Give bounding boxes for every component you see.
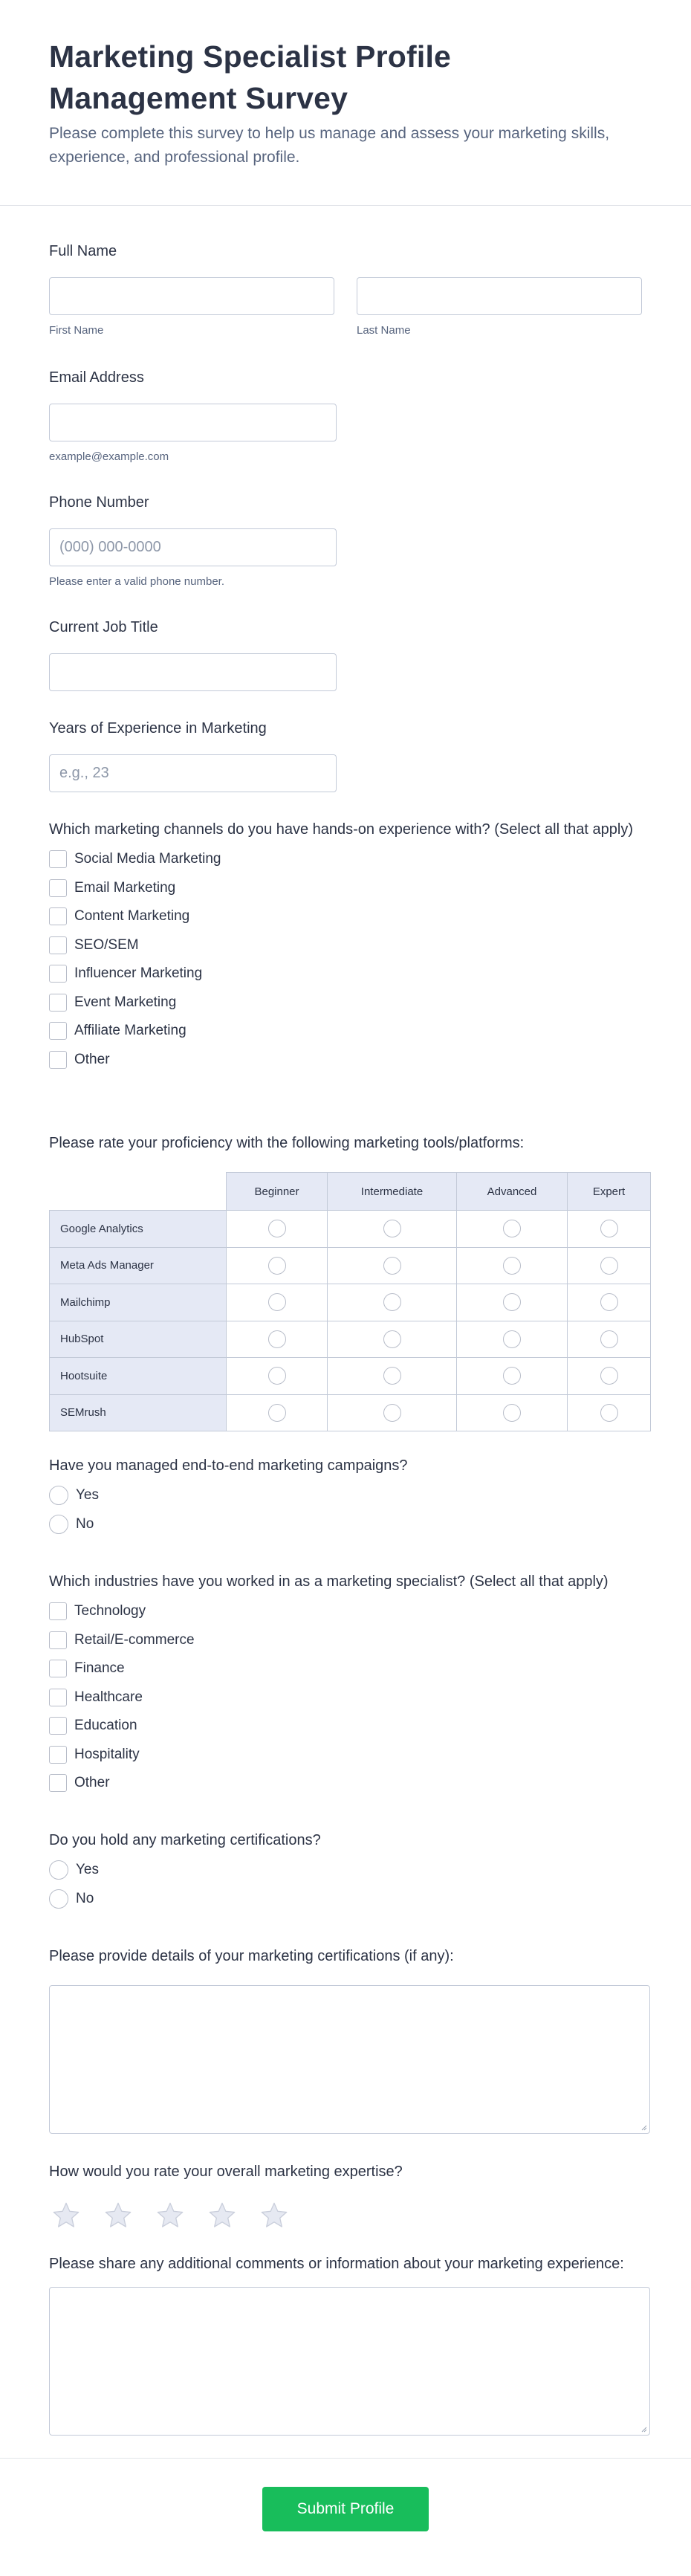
industry-option[interactable] [49,1712,642,1741]
channel-option[interactable] [49,845,642,874]
option-label: Yes [76,1862,99,1878]
campaigns-option-no[interactable] [49,1510,642,1539]
industry-option[interactable] [49,1654,642,1683]
checkbox[interactable] [49,1774,67,1792]
radio[interactable] [49,1486,68,1505]
full-name-label: Full Name [49,243,117,259]
channels-label: Which marketing channels do you have hands-on experience with? (Select all that apply) [49,821,633,838]
star-icon[interactable] [155,2201,186,2230]
matrix-header-row [50,1173,651,1211]
option-label: Yes [76,1487,99,1504]
industry-option[interactable] [49,1769,642,1798]
matrix-row [50,1358,651,1395]
experience-placeholder: e.g., 23 [59,765,109,781]
cert-details-textarea[interactable] [49,1985,650,2134]
last-name-input[interactable] [357,277,642,315]
job-title-input[interactable] [49,653,337,691]
matrix-column-header: Intermediate [328,1173,457,1211]
matrix-radio[interactable] [383,1367,401,1385]
industry-option[interactable] [49,1626,642,1655]
matrix-radio[interactable] [600,1367,618,1385]
full-name-question [49,242,642,368]
star-icon[interactable] [103,2201,134,2230]
option-label: Hospitality [74,1746,140,1762]
matrix-column-header: Advanced [457,1173,568,1211]
matrix-radio[interactable] [268,1293,286,1311]
star-icon[interactable] [259,2201,290,2230]
certifications-option-no[interactable] [49,1885,642,1914]
option-label: Event Marketing [74,994,177,1010]
industries-question [49,1572,642,1831]
proficiency-question [49,1133,642,1456]
page-description: Please complete this survey to help us manage and assess your marketing skills, experience, and professional profile. [49,125,610,166]
matrix-radio[interactable] [383,1293,401,1311]
matrix-radio[interactable] [268,1257,286,1275]
job-title-label: Current Job Title [49,619,158,635]
industry-option[interactable] [49,1741,642,1770]
option-label: Retail/E-commerce [74,1631,195,1648]
cert-details-question [49,1946,642,2162]
first-name-sublabel: First Name [49,324,104,337]
campaigns-question [49,1456,642,1572]
comments-question [49,2254,642,2436]
phone-sublabel: Please enter a valid phone number. [49,575,224,588]
matrix-radio[interactable] [600,1404,618,1422]
matrix-radio[interactable] [600,1257,618,1275]
radio[interactable] [49,1515,68,1534]
checkbox[interactable] [49,879,67,897]
matrix-radio[interactable] [503,1367,521,1385]
option-label: Education [74,1718,137,1734]
comments-label: Please share any additional comments or information about your marketing experience: [49,2256,624,2272]
checkbox[interactable] [49,1689,67,1706]
survey-form [0,206,691,2436]
experience-input[interactable] [49,754,337,792]
star-icon[interactable] [207,2201,238,2230]
matrix-radio[interactable] [503,1404,521,1422]
matrix-radio[interactable] [268,1404,286,1422]
job-title-question [49,618,642,719]
radio[interactable] [49,1860,68,1880]
matrix-row [50,1211,651,1248]
option-label: Content Marketing [74,908,190,925]
email-label: Email Address [49,369,144,386]
matrix-radio[interactable] [383,1330,401,1348]
industry-option[interactable] [49,1597,642,1626]
page-title: Marketing Specialist Profile Management Survey [49,39,452,115]
option-label: Healthcare [74,1689,143,1705]
matrix-radio[interactable] [268,1220,286,1237]
phone-input[interactable] [49,528,337,566]
checkbox[interactable] [49,1022,67,1040]
matrix-row [50,1247,651,1284]
phone-placeholder: (000) 000-0000 [59,539,161,555]
option-label: Technology [74,1603,146,1619]
last-name-sublabel: Last Name [357,324,411,337]
checkbox[interactable] [49,965,67,983]
matrix-radio[interactable] [600,1330,618,1348]
matrix-radio[interactable] [383,1257,401,1275]
checkbox[interactable] [49,936,67,954]
certifications-label: Do you hold any marketing certifications? [49,1832,321,1848]
first-name-input[interactable] [49,277,334,315]
option-label: No [76,1890,94,1906]
form-footer [0,2458,691,2556]
matrix-column-header: Expert [568,1173,651,1211]
checkbox[interactable] [49,907,67,925]
matrix-radio[interactable] [268,1330,286,1348]
matrix-radio[interactable] [383,1220,401,1237]
checkbox[interactable] [49,850,67,868]
comments-textarea[interactable] [49,2287,650,2436]
matrix-radio[interactable] [503,1330,521,1348]
option-label: Other [74,1775,110,1791]
matrix-row-label: Google Analytics [50,1211,227,1248]
matrix-row-label: SEMrush [50,1394,227,1431]
checkbox[interactable] [49,1602,67,1620]
matrix-radio[interactable] [503,1257,521,1275]
channels-question [49,820,642,1133]
channel-option[interactable] [49,959,642,988]
certifications-option-yes[interactable] [49,1856,642,1885]
matrix-column-header: Beginner [227,1173,328,1211]
checkbox[interactable] [49,1051,67,1069]
phone-question [49,493,642,618]
matrix-corner [50,1173,227,1211]
option-label: Other [74,1051,110,1067]
matrix-row-label: HubSpot [50,1321,227,1358]
radio[interactable] [49,1889,68,1909]
submit-button[interactable]: Submit Profile [262,2487,429,2531]
matrix-row-label: Meta Ads Manager [50,1247,227,1284]
option-label: Finance [74,1660,125,1677]
cert-details-label: Please provide details of your marketing certifications (if any): [49,1948,454,1964]
checkbox[interactable] [49,994,67,1012]
rating-label: How would you rate your overall marketing expertise? [49,2164,403,2180]
matrix-radio[interactable] [383,1404,401,1422]
channel-option[interactable] [49,902,642,931]
star-rating[interactable] [51,2201,642,2230]
checkbox[interactable] [49,1631,67,1649]
matrix-radio[interactable] [600,1220,618,1237]
certifications-question [49,1831,642,1946]
matrix-radio[interactable] [503,1220,521,1237]
email-input[interactable] [49,404,337,441]
matrix-row [50,1394,651,1431]
star-icon[interactable] [51,2201,82,2230]
option-label: No [76,1515,94,1532]
matrix-radio[interactable] [268,1367,286,1385]
form-header [0,0,691,206]
industry-option[interactable] [49,1683,642,1712]
option-label: SEO/SEM [74,936,139,953]
experience-question [49,719,642,820]
email-question [49,368,642,493]
matrix-row-label: Mailchimp [50,1284,227,1321]
rating-question [49,2162,642,2254]
campaigns-label: Have you managed end-to-end marketing campaigns? [49,1457,408,1474]
matrix-radio[interactable] [600,1293,618,1311]
option-label: Social Media Marketing [74,851,221,867]
checkbox[interactable] [49,1746,67,1764]
channel-option[interactable] [49,988,642,1017]
checkbox[interactable] [49,1717,67,1735]
option-label: Email Marketing [74,879,176,896]
channel-option[interactable] [49,1046,642,1075]
phone-label: Phone Number [49,494,149,511]
checkbox[interactable] [49,1660,67,1677]
resize-handle-icon[interactable] [640,2425,647,2433]
option-label: Affiliate Marketing [74,1023,186,1039]
matrix-row [50,1284,651,1321]
matrix-row-label: Hootsuite [50,1358,227,1395]
matrix-radio[interactable] [503,1293,521,1311]
proficiency-matrix [49,1172,651,1431]
channel-option[interactable] [49,931,642,960]
campaigns-option-yes[interactable] [49,1481,642,1510]
channel-option[interactable] [49,1017,642,1046]
email-sublabel: example@example.com [49,450,169,463]
matrix-row [50,1321,651,1358]
resize-handle-icon[interactable] [640,2123,647,2131]
experience-label: Years of Experience in Marketing [49,720,267,737]
proficiency-label: Please rate your proficiency with the following marketing tools/platforms: [49,1135,525,1151]
industries-label: Which industries have you worked in as a marketing specialist? (Select all that apply) [49,1573,609,1590]
option-label: Influencer Marketing [74,965,203,982]
channel-option[interactable] [49,874,642,903]
